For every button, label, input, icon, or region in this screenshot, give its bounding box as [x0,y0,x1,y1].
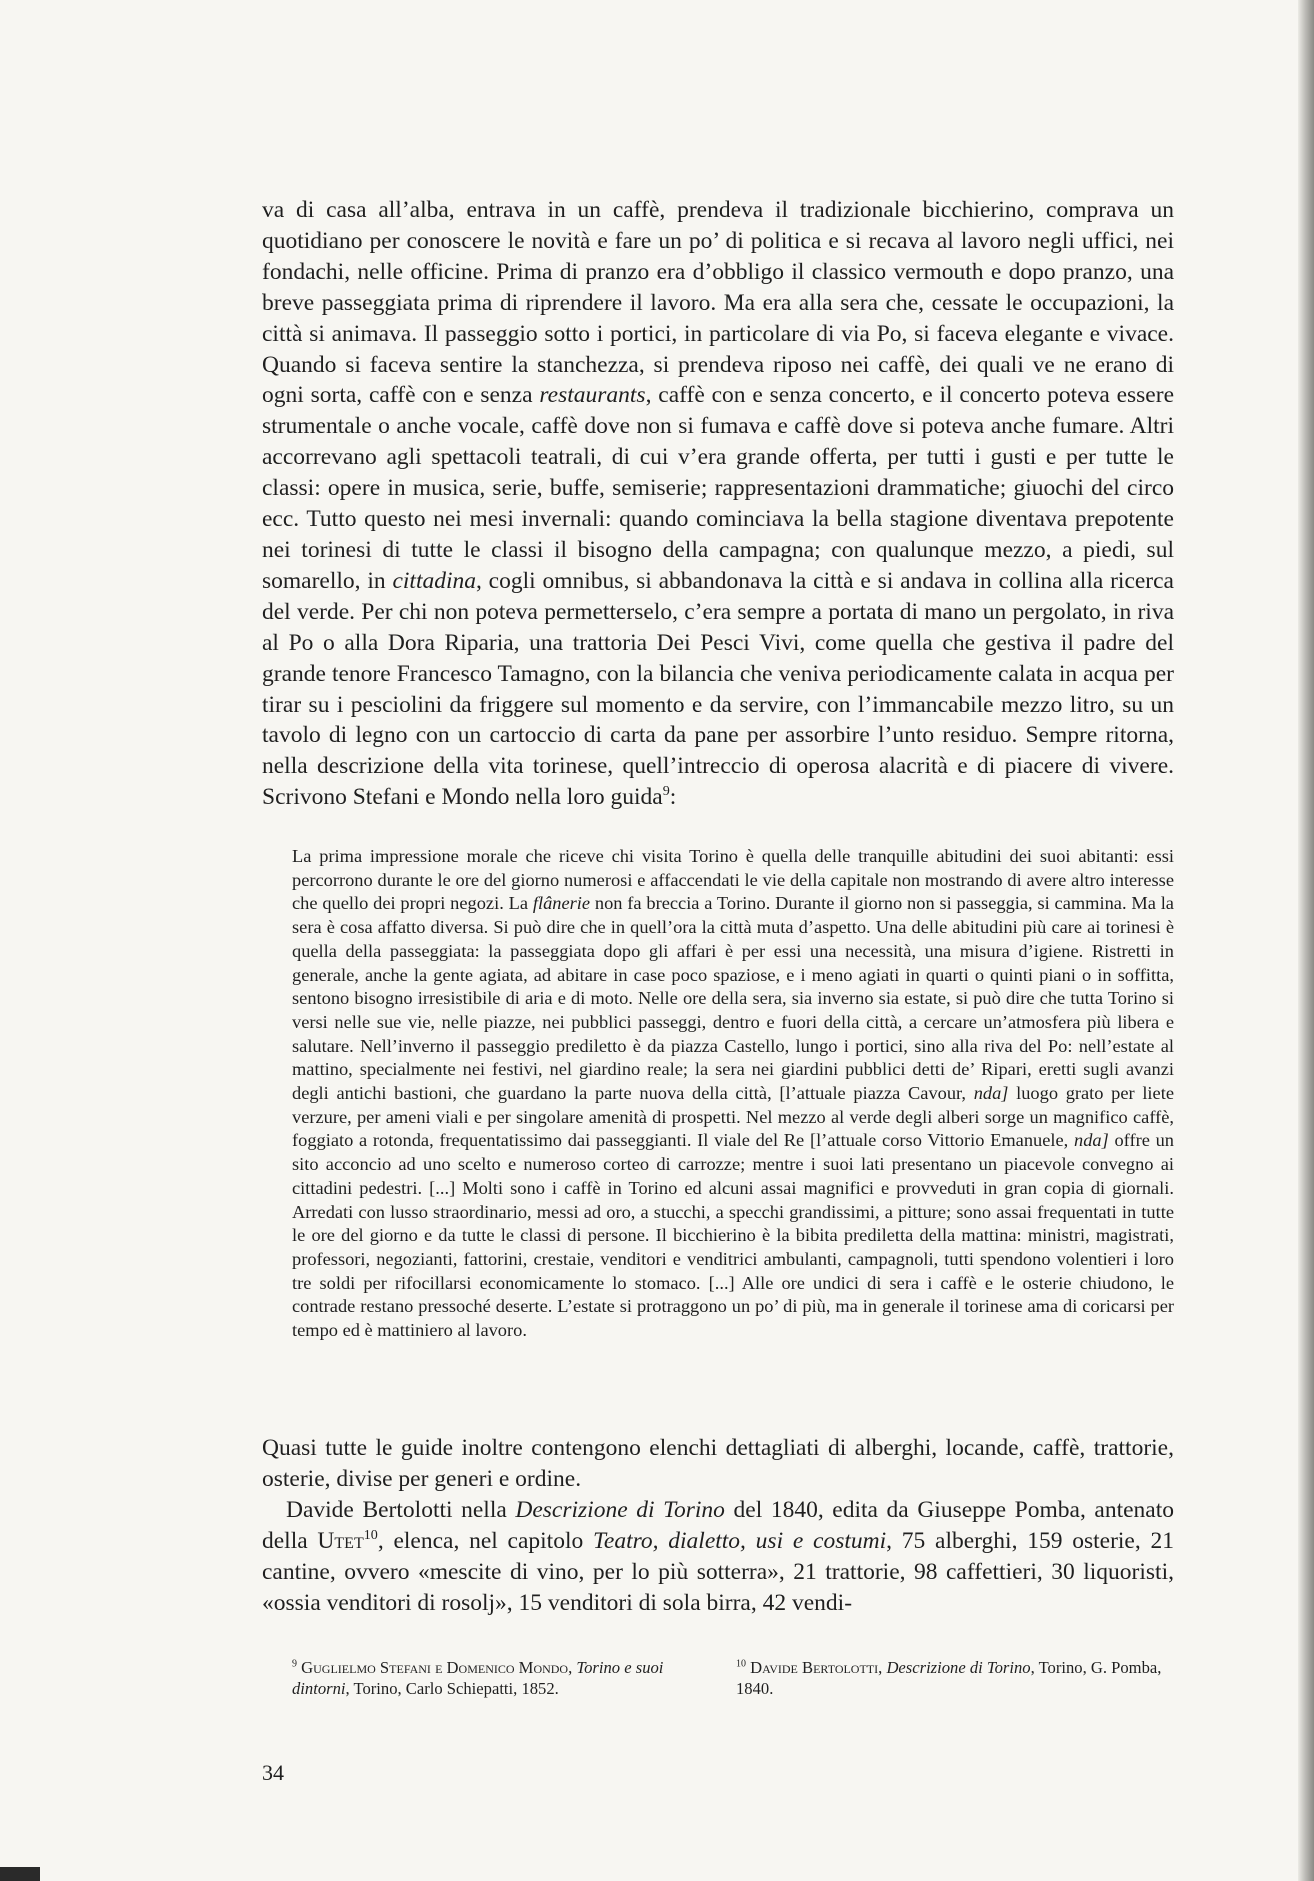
footnote-9-rest: , Torino, Carlo Schiepatti, 1852. [345,1679,559,1698]
body-paragraph-2 [262,1433,1174,1618]
paragraph-3 [262,1495,1174,1619]
footnote-10-number: 10 [736,1658,746,1670]
paragraph-2-text: Quasi tutte le guide inoltre contengono elenchi dettagliati di alberghi, locande, caffè, trattorie, osterie, divise per generi e ordine. [262,1435,1174,1492]
quote-text: La prima impressione morale che riceve chi visita Torino è quella delle tranquille abitudini dei suoi abitanti: essi percorrono durante le ore del giorno numerosi e affaccendati le vie della capitale non mostrando di avere altro interesse che quello dei propri negozi. La flânerie non fa breccia a Torino. Durante il giorno non si passeggia, si cammina. Ma la sera è cosa affatto diversa. Si può dire che in quell’ora la città muta d’aspetto. Una delle abitudini più care ai torinesi è quella della passeggiata: la passeggiata dopo gli affari è per essi una necessità, una misura d’igiene. Ristretti in generale, anche la gente agiata, ad abitare in case poco spaziose, e i meno agiati in quarti o quinti piani o in soffitta, sentono bisogno irresistibile di aria e di moto. Nelle ore della sera, sia inverno sia estate, si può dire che tutta Torino si versi nelle sue vie, nelle piazze, nei pubblici passeggi, dentro e fuori della città, a cercare un’atmosfera più libera e salutare. Nell’inverno il passeggio prediletto è da piazza Castello, lungo i portici, sino alla riva del Po: nell’estate al mattino, specialmente nei festivi, nel giardino reale; la sera nei giardini pubblici detti de’ Ripari, eretti sugli avanzi degli antichi bastioni, che guardano la parte nuova della città, [l’attuale piazza Cavour, nda] luogo grato per liete verzure, per ameni viali e per singolare amenità di prospetti. Nel mezzo al verde degli alberi sorge un magnifico caffè, foggiato a rotonda, frequentatissimo dai passeggianti. Il viale del Re [l’attuale corso Vittorio Emanuele, nda] offre un sito acconcio ad uno scelto e numeroso corteo di carrozze; mentre i suoi lati presentano un piacevole convegno ai cittadini pedestri. [...] Molti sono i caffè in Torino ed alcuni assai magnifici e provveduti in gran copia di giornali. Arredati con lusso straordinario, messi ad oro, a stucchi, a specchi grandissimi, a pitture; sono assai frequentati in tutte le ore del giorno e da tutte le classi di persone. Il bicchierino è la bibita prediletta della mattina: ministri, magistrati, professori, negozianti, fattorini, crestaie, venditori e venditrici ambulanti, campagnoli, tutti spendono volentieri i loro tre soldi per rifocillarsi economicamente lo stomaco. [...] Alle ore undici di sera i caffè e le osterie chiudono, le contrade restano pressoché deserte. L’estate si protraggono un po’ di più, ma in generale il torinese ama di coricarsi per tempo ed è mattiniero al lavoro. [292,846,1174,1341]
block-quote [292,845,1174,1343]
body-paragraph-1 [262,195,1174,813]
paragraph-3-b: del 1840, edita da Giuseppe Pomba, antenato della [262,1496,1175,1554]
page-edge-shadow [1298,0,1314,1881]
footnote-9-author: Guglielmo Stefani e Domenico Mondo, [301,1658,573,1677]
footnote-10-title: Descrizione di Torino [886,1658,1031,1677]
footnote-10-rest: , Torino, G. Pomba, 1840. [736,1658,1162,1698]
paragraph-3-chapter: Teatro, dialetto, usi e costumi [592,1527,887,1554]
paragraph-3-book-title: Descrizione di Torino [515,1496,725,1523]
scan-edge-mark [0,1867,40,1881]
paragraph-3-a: Davide Bertolotti nella [286,1496,516,1523]
paragraph-1-text: va di casa all’alba, entrava in un caffè, prendeva il tradizionale bicchierino, comprava un quotidiano per conoscere le novità e fare un po’ di politica e si recava al lavoro negli uffici, nei fondachi, nelle officine. Prima di pranzo era d’obbligo il classico vermouth e dopo pranzo, una breve passeggiata prima di riprendere il lavoro. Ma era alla sera che, cessate le occupazioni, la città si animava. Il passeggio sotto i portici, in particolare di via Po, si faceva elegante e vivace. Quando si faceva sentire la stanchezza, si prendeva riposo nei caffè, dei quali ve ne erano di ogni sorta, caffè con e senza restaurants, caffè con e senza concerto, e il concerto poteva essere strumentale o anche vocale, caffè dove non si fumava e caffè dove si poteva anche fumare. Altri accorrevano agli spettacoli teatrali, di cui v’era grande offerta, per tutti i gusti e per tutte le classi: opere in musica, serie, buffe, semiserie; rappresentazioni drammatiche; giuochi del circo ecc. Tutto questo nei mesi invernali: quando cominciava la bella stagione diventava prepotente nei torinesi di tutte le classi il bisogno della campagna; con qualunque mezzo, a piedi, sul somarello, in cittadina, cogli omnibus, si abbandonava la città e si andava in collina alla ricerca del verde. Per chi non poteva permetterselo, c’era sempre a portata di mano un pergolato, in riva al Po o alla Dora Riparia, una trattoria Dei Pesci Vivi, come quella che gestiva il padre del grande tenore Francesco Tamagno, con la bilancia che veniva periodicamente calata in acqua per tirar su i pesciolini da friggere sul momento e da servire, con l’immancabile mezzo litro, su un tavolo di legno con un cartoccio di carta da pane per assorbire l’unto residuo. Sempre ritorna, nella descrizione della vita torinese, quell’intreccio di operosa alacrità e di piacere di vivere. Scrivono Stefani e Mondo nella loro guida [262,197,1174,811]
footnote-9 [292,1657,712,1699]
footnote-10 [736,1657,1176,1699]
footnote-ref-10[interactable]: 10 [363,1526,378,1543]
footnote-ref-9[interactable]: 9 [662,783,670,800]
footnote-9-number: 9 [292,1658,297,1670]
paragraph-3-utet: Utet [317,1527,364,1554]
page-number: 34 [262,1760,284,1785]
paragraph-3-c: , elenca, nel capitolo [377,1527,593,1554]
paragraph-3-d: , 75 alberghi, 159 osterie, 21 cantine, ovvero «mescite di vino, per lo più sotterra», 21 trattorie, 98 caffettieri, 30 liquoristi, «ossia venditori di rosolj», 15 venditori di sola birra, 42 vendi- [262,1527,1174,1616]
footnote-9-title: Torino e suoi dintorni [292,1658,664,1698]
footnote-10-author: Davide Bertolotti, [750,1658,883,1677]
paragraph-1-end: : [669,784,677,811]
